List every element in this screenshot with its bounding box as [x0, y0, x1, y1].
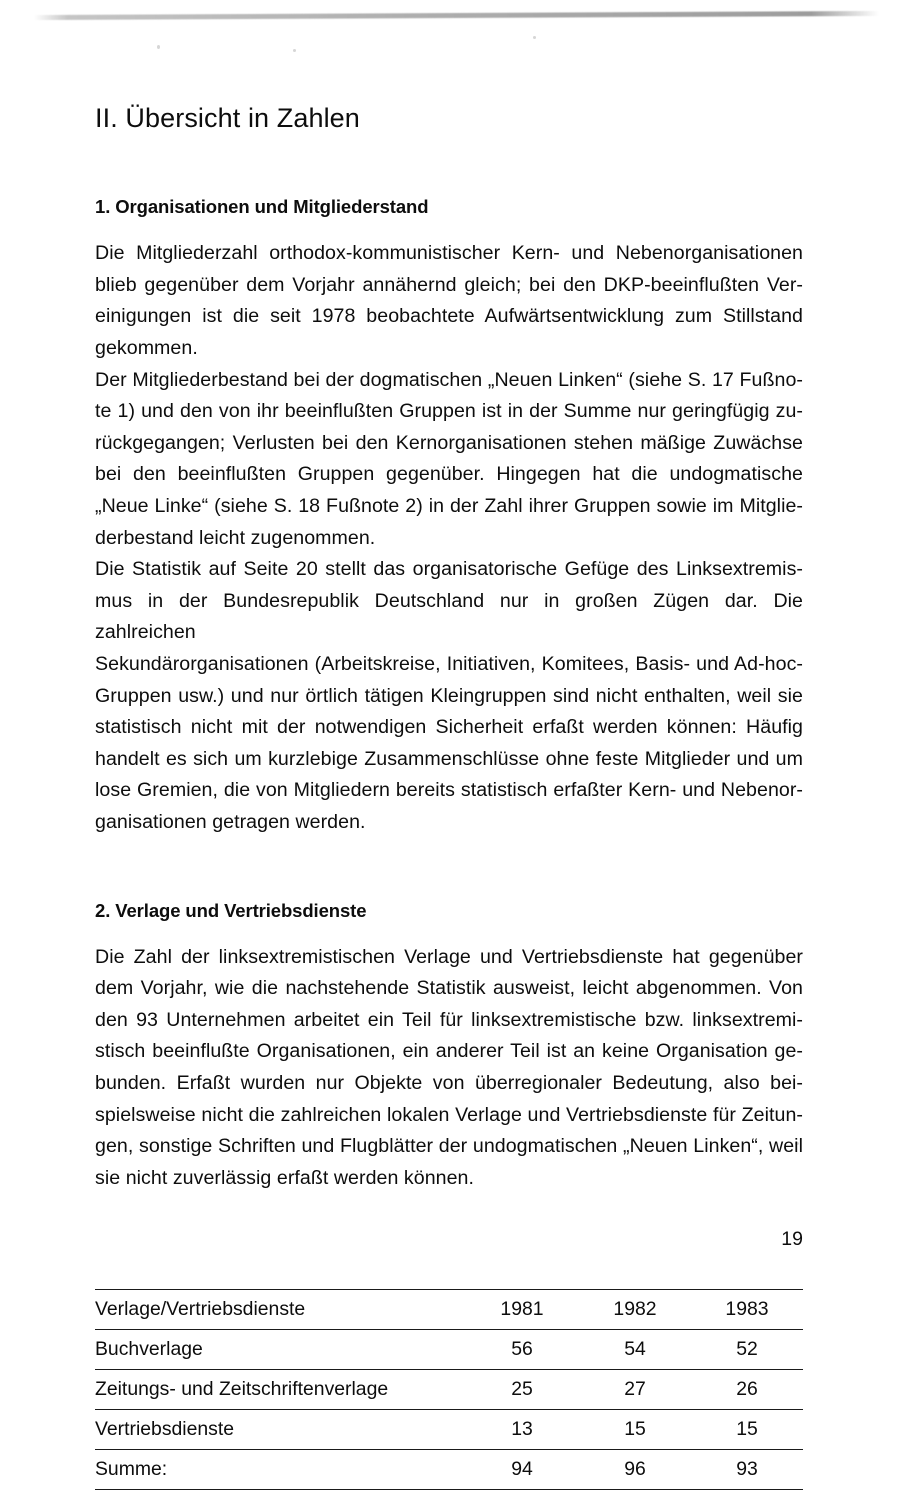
text-line: Der Mitgliederbestand bei der dogmatischen „Neuen Linken“ (siehe S. 17 Fußno-	[95, 368, 803, 391]
text-line: bunden. Erfaßt wurden nur Objekte von überregionaler Bedeutung, also bei-	[95, 1072, 803, 1095]
text-line: bei den beeinflußten Gruppen gegenüber. Hingegen hat die undogmatische	[95, 463, 803, 486]
cell-1982: 27	[579, 1370, 691, 1410]
page-content	[95, 0, 809, 1490]
section-heading-2: 2. Verlage und Vertriebsdienste	[95, 899, 367, 921]
text-line: ganisationen getragen werden.	[95, 810, 366, 833]
row-label: Buchverlage	[95, 1330, 465, 1370]
paragraph	[95, 942, 803, 1195]
cell-1981: 25	[465, 1370, 579, 1410]
paragraph	[95, 238, 803, 364]
table-row-total	[95, 1450, 803, 1490]
page-number: 19	[781, 1228, 803, 1250]
text-line: handelt es sich um kurzlebige Zusammenschlüsse ohne feste Mitglieder und um	[95, 747, 803, 770]
text-line: dem Vorjahr, wie die nachstehende Statistik ausweist, leicht abgenommen. Von	[95, 977, 803, 1000]
text-line: Sekundärorganisationen (Arbeitskreise, Initiativen, Komitees, Basis- und Ad-hoc-	[95, 652, 803, 675]
cell-1983: 26	[691, 1370, 803, 1410]
row-label-total: Summe:	[95, 1450, 465, 1490]
cell-1983: 15	[691, 1410, 803, 1450]
cell-1983: 52	[691, 1330, 803, 1370]
text-line: Die Statistik auf Seite 20 stellt das organisatorische Gefüge des Linksextremis-	[95, 558, 803, 581]
column-header-category: Verlage/Vertriebsdienste	[95, 1290, 465, 1330]
cell-total-1982: 96	[579, 1450, 691, 1490]
text-line: te 1) und den von ihr beeinflußten Gruppen ist in der Summe nur geringfügig zu-	[95, 400, 803, 423]
cell-1981: 13	[465, 1410, 579, 1450]
text-line: Die Zahl der linksextremistischen Verlage und Vertriebsdienste hat gegenüber	[95, 945, 803, 968]
text-line: lose Gremien, die von Mitgliedern bereits statistisch erfaßter Kern- und Nebenor-	[95, 779, 803, 802]
text-line: blieb gegenüber dem Vorjahr annähernd gleich; bei den DKP-beeinflußten Ver-	[95, 273, 803, 296]
cell-1982: 54	[579, 1330, 691, 1370]
text-line: stisch beeinflußte Organisationen, ein anderer Teil ist an keine Organisation ge-	[95, 1040, 803, 1063]
text-line: mus in der Bundesrepublik Deutschland nur in großen Zügen dar. Die zahlreichen	[95, 589, 809, 644]
cell-1981: 56	[465, 1330, 579, 1370]
text-line: statistisch nicht mit der notwendigen Sicherheit erfaßt werden können: Häufig	[95, 716, 803, 739]
text-line: derbestand leicht zugenommen.	[95, 526, 376, 549]
row-label: Zeitungs- und Zeitschriftenverlage	[95, 1370, 465, 1410]
column-header-1983: 1983	[691, 1290, 803, 1330]
row-label: Vertriebsdienste	[95, 1410, 465, 1450]
paragraph	[95, 554, 809, 838]
text-line: spielsweise nicht die zahlreichen lokalen Verlage und Vertriebsdienste für Zeitun-	[95, 1103, 803, 1126]
text-line: einigungen ist die seit 1978 beobachtete Aufwärtsentwicklung zum Stillstand	[95, 305, 803, 328]
statistics-table	[95, 1289, 803, 1490]
section-1-body	[95, 218, 809, 838]
text-line: rückgegangen; Verlusten bei den Kernorganisationen stehen mäßige Zuwächse	[95, 431, 803, 454]
text-line: Die Mitgliederzahl orthodox-kommunistischer Kern- und Nebenorganisationen	[95, 242, 803, 265]
text-line: Gruppen usw.) und nur örtlich tätigen Kleingruppen sind nicht enthalten, weil sie	[95, 684, 803, 707]
cell-total-1981: 94	[465, 1450, 579, 1490]
cell-1982: 15	[579, 1410, 691, 1450]
page-title: II. Übersicht in Zahlen	[95, 103, 360, 133]
text-line: gekommen.	[95, 337, 198, 360]
column-header-1982: 1982	[579, 1290, 691, 1330]
paragraph	[95, 365, 803, 555]
text-line: gen, sonstige Schriften und Flugblätter der undogmatischen „Neuen Linken“, weil	[95, 1135, 803, 1158]
table-header-row	[95, 1290, 803, 1330]
text-line: sie nicht zuverlässig erfaßt werden können.	[95, 1166, 474, 1189]
column-header-1981: 1981	[465, 1290, 579, 1330]
table-row	[95, 1410, 803, 1450]
section-heading-1: 1. Organisationen und Mitgliederstand	[95, 196, 429, 218]
cell-total-1983: 93	[691, 1450, 803, 1490]
text-line: den 93 Unternehmen arbeitet ein Teil für linksextremistische bzw. linksextremi-	[95, 1008, 803, 1031]
table-row	[95, 1370, 803, 1410]
section-2-body	[95, 922, 803, 1195]
table-row	[95, 1330, 803, 1370]
text-line: „Neue Linke“ (siehe S. 18 Fußnote 2) in der Zahl ihrer Gruppen sowie im Mitglie-	[95, 494, 803, 517]
